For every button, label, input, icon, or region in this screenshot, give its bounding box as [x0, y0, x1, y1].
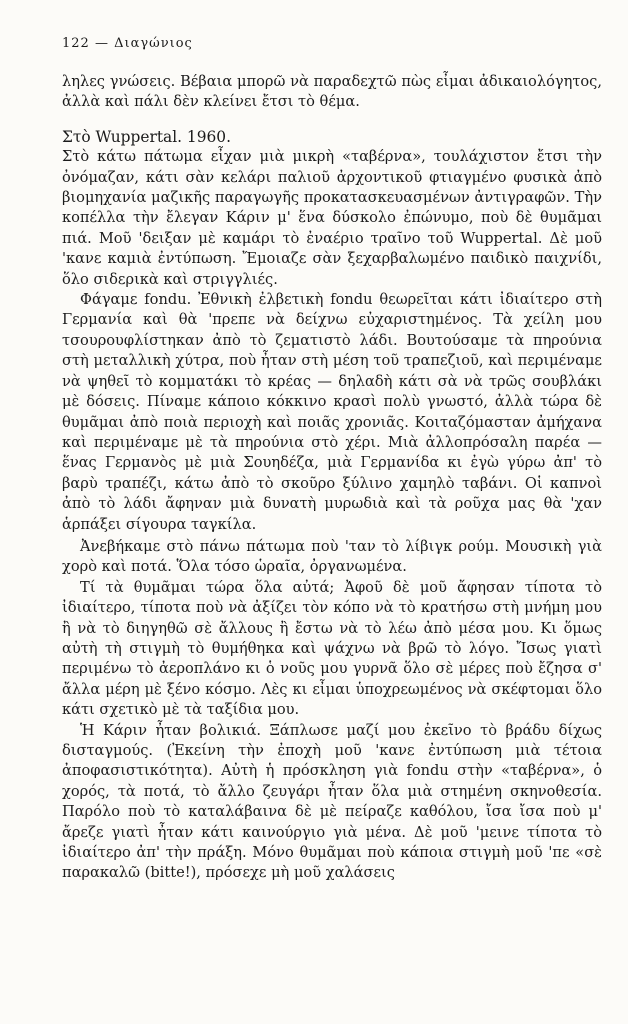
paragraph-5: Τί τὰ θυμᾶμαι τώρα ὅλα αὐτά; Ἀφοῦ δὲ μοῦ ἄφησαν τίποτα τὸ ἰδιαίτερο, τίποτα ποὺ νὰ ἀξίζει τὸν κόπο νὰ τὸ κρατήσω στὴ μνήμη μου ἢ νὰ τὸ διηγηθῶ σὲ ἄλλους ἢ ἔστω νὰ τὸ λέω ἀπὸ μέσα μου. Κι ὅμως αὐτὴ τὴ στιγμὴ τὸ θυμήθηκα καὶ ψάχνω νὰ βρῶ τὸ λόγο. Ἴσως γιατὶ περιμένω τὸ ἀεροπλάνο κι ὁ νοῦς μου γυρνᾶ ὅλο σὲ μέρες ποὺ ἔζησα σ' ἄλλα μέρη μὲ ξένο κόσμο. Λὲς κι εἶμαι ὑποχρεωμένος νὰ σκέφτομαι ὅλο κάτι σχετικὸ μὲ τὰ ταξίδια μου.	[62, 578, 602, 719]
page-number: 122	[62, 36, 90, 51]
text-column	[62, 72, 602, 884]
running-header	[62, 36, 193, 51]
paragraph-1: ληλες γνώσεις. Βέβαια μπορῶ νὰ παραδεχτῶ πὼς εἶμαι ἀδικαιολόγητος, ἀλλὰ καὶ πάλι δὲν κλείνει ἔτσι τὸ θέμα.	[62, 73, 602, 111]
paragraph-3: Φάγαμε fondu. Ἐθνικὴ ἐλβετικὴ fondu θεωρεῖται κάτι ἰδιαίτερο στὴ Γερμανία καὶ θὰ 'πρεπε νὰ δείχνω εὐχαριστημένος. Τὰ χείλη μου τσουρουφλίστηκαν ἀπὸ τὸ ζεματιστὸ λάδι. Βουτούσαμε τὰ πηρούνια στὴ μεταλλικὴ χύτρα, ποὺ ἦταν στὴ μέση τοῦ τραπεζιοῦ, καὶ περιμέναμε νὰ ψηθεῖ τὸ κομματάκι τὸ κρέας — δηλαδὴ κάτι σὰ νὰ τρῶς σουβλάκι μὲ δόσεις. Πίναμε κάποιο κόκκινο κρασὶ πολὺ γνωστό, ἀλλὰ τώρα δὲ θυμᾶμαι ἀπὸ ποιὰ περιοχὴ καὶ ποιᾶς χρονιᾶς. Κοιταζόμασταν ἀμήχανα καὶ περιμέναμε μὲ τὰ πηρούνια στὸ χέρι. Μιὰ ἀλλοπρόσαλη παρέα — ἕνας Γερμανὸς μὲ μιὰ Σουηδέζα, μιὰ Γερμανίδα κι ἐγὼ γύρω ἀπ' τὸ βαρὺ τραπέζι, κάτω ἀπὸ τὸ σκοῦρο ξύλινο χαμηλὸ ταβάνι. Οἱ καπνοὶ ἀπὸ τὸ λάδι ἄφηναν μιὰ δυνατὴ μυρωδιὰ καὶ τὰ ροῦχα μας θὰ 'χαν ἁρπάξει σίγουρα ταγκίλα.	[62, 291, 602, 533]
section-heading: Στὸ Wuppertal. 1960.	[62, 127, 231, 146]
paragraph-4: Ἀνεβήκαμε στὸ πάνω πάτωμα ποὺ 'ταν τὸ λίβιγκ ρούμ. Μουσικὴ γιὰ χορὸ καὶ ποτά. Ὅλα τόσο ὡραῖα, ὀργανωμένα.	[62, 537, 602, 576]
paragraph-2: Στὸ κάτω πάτωμα εἶχαν μιὰ μικρὴ «ταβέρνα», τουλάχιστον ἔτσι τὴν ὀνόμαζαν, κάτι σὰν κελάρι παλιοῦ ἀρχοντικοῦ φτιαγμένο φυσικὰ ἀπὸ βιομηχανία μαζικῆς παραγωγῆς προκατασκευασμένων ἀντιγραφῶν. Τὴν κοπέλλα τὴν ἔλεγαν Κάριν μ' ἕνα δύσκολο ἐπώνυμο, ποὺ δὲ θυμᾶμαι πιά. Μοῦ 'δειξαν μὲ καμάρι τὸ ἐναέριο τραῖνο τοῦ Wuppertal. Δὲ μοῦ 'κανε καμιὰ ἐντύπωση. Ἔμοιαζε σὰν ξεχαρβαλωμένο παιδικὸ παιχνίδι, ὅλο σιδερικὰ καὶ στριγγλιές.	[62, 148, 602, 288]
running-title: — Διαγώνιος	[94, 36, 193, 51]
paragraph-6: Ἡ Κάριν ἦταν βολικιά. Ξάπλωσε μαζί μου ἐκεῖνο τὸ βράδυ δίχως δισταγμούς. (Ἐκείνη τὴν ἐποχὴ μοῦ 'κανε ἐντύπωση μιὰ τέτοια ἀποφασιστικότητα). Αὐτὴ ἡ πρόσκληση γιὰ fondu στὴν «ταβέρνα», ὁ χορός, τὰ ποτά, τὸ ἄλλο ζευγάρι ἦταν ὅλα μιὰ στημένη σκηνοθεσία. Παρόλο ποὺ τὸ καταλάβαινα δὲ μὲ πείραζε καθόλου, ἴσα ἴσα ποὺ μ' ἄρεζε γιατὶ ἦταν κάτι καινούργιο γιὰ μένα. Δὲ μοῦ 'μεινε τίποτα τὸ ἰδιαίτερο ἀπ' τὴν πράξη. Μόνο θυμᾶμαι ποὺ κάποια στιγμὴ μοῦ 'πε «σὲ παρακαλῶ (bitte!), πρόσεχε μὴ μοῦ χαλάσεις	[62, 721, 602, 882]
